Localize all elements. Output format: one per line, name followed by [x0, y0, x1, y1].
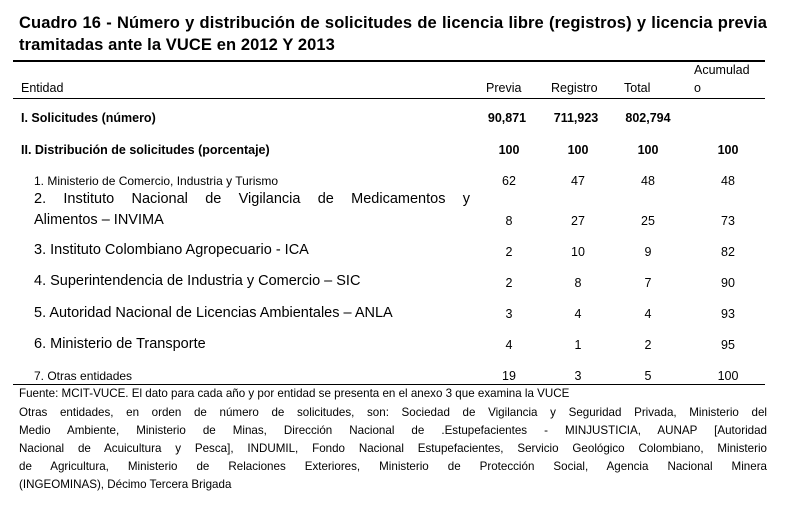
- section-2-label: II. Distribución de solicitudes (porcentaje): [21, 143, 270, 157]
- row-6-acumulado: 95: [721, 338, 735, 352]
- bottom-rule: [13, 384, 765, 385]
- row-3-label: 3. Instituto Colombiano Agropecuario - ICA: [34, 242, 309, 258]
- row-1-total: 48: [641, 174, 655, 188]
- row-3-registro: 10: [571, 245, 585, 259]
- section-2-total: 100: [637, 143, 659, 157]
- row-6-registro: 1: [574, 338, 582, 352]
- row-6-total: 2: [644, 338, 652, 352]
- header-registro: Registro: [551, 81, 598, 95]
- section-1-previa: 90,871: [487, 111, 527, 125]
- row-6-label: 6. Ministerio de Transporte: [34, 336, 206, 352]
- section-2-previa: 100: [498, 143, 520, 157]
- footnote-line-2: Medio Ambiente, Ministerio de Minas, Dirección Nacional de .Estupefacientes - MINJUSTICIA, AUNAP [Autoridad: [19, 424, 767, 437]
- row-2-label-line-2: Alimentos – INVIMA: [34, 212, 164, 228]
- section-2-registro: 100: [567, 143, 589, 157]
- row-6-previa: 4: [505, 338, 513, 352]
- row-4-total: 7: [644, 276, 652, 290]
- section-1-total: 802,794: [625, 111, 671, 125]
- footnote-line-4: de Agricultura, Ministerio de Relaciones Exteriores, Ministerio de Protección Social, Agencia Nacional Minera: [19, 460, 767, 473]
- row-7-previa: 19: [502, 369, 516, 383]
- row-2-registro: 27: [571, 214, 585, 228]
- header-acumulado-line-1: Acumulad: [694, 63, 750, 77]
- row-4-registro: 8: [574, 276, 582, 290]
- top-rule: [13, 60, 765, 62]
- row-4-acumulado: 90: [721, 276, 735, 290]
- row-1-label: 1. Ministerio de Comercio, Industria y Turismo: [34, 174, 279, 188]
- section-2-acumulado: 100: [717, 143, 739, 157]
- row-4-previa: 2: [505, 276, 513, 290]
- footnote-line-3: Nacional de Acuicultura y Pesca], INDUMIL, Fondo Nacional Estupefacientes, Servicio Geológico Colombiano, Ministerio: [19, 442, 767, 455]
- row-4-label: 4. Superintendencia de Industria y Comercio – SIC: [34, 273, 361, 289]
- row-5-registro: 4: [574, 307, 582, 321]
- row-1-acumulado: 48: [721, 174, 735, 188]
- row-7-registro: 3: [574, 369, 582, 383]
- table-title-line-2: tramitadas ante la VUCE en 2012 Y 2013: [19, 36, 335, 54]
- footnote-line-5: (INGEOMINAS), Décimo Tercera Brigada: [19, 478, 232, 491]
- row-5-previa: 3: [505, 307, 513, 321]
- section-1-label: I. Solicitudes (número): [21, 111, 156, 125]
- row-5-total: 4: [644, 307, 652, 321]
- row-5-label: 5. Autoridad Nacional de Licencias Ambientales – ANLA: [34, 305, 393, 321]
- row-7-label: 7. Otras entidades: [34, 369, 133, 383]
- row-2-total: 25: [641, 214, 655, 228]
- row-3-acumulado: 82: [721, 245, 735, 259]
- header-rule: [13, 98, 765, 99]
- row-1-registro: 47: [571, 174, 585, 188]
- header-acumulado-line-2: o: [694, 81, 701, 95]
- row-7-total: 5: [644, 369, 652, 383]
- row-3-total: 9: [644, 245, 652, 259]
- table-title-line-1: Cuadro 16 - Número y distribución de solicitudes de licencia libre (registros) y licencia previa: [19, 14, 767, 32]
- section-1-registro: 711,923: [553, 111, 599, 125]
- row-7-acumulado: 100: [717, 369, 739, 383]
- row-2-label-line-1: 2. Instituto Nacional de Vigilancia de Medicamentos y: [34, 191, 470, 207]
- header-previa: Previa: [486, 81, 522, 95]
- header-entidad: Entidad: [21, 81, 64, 95]
- footnote-line-1: Otras entidades, en orden de número de solicitudes, son: Sociedad de Vigilancia y Seguridad Privada, Ministerio del: [19, 406, 767, 419]
- row-5-acumulado: 93: [721, 307, 735, 321]
- header-total: Total: [624, 81, 651, 95]
- row-2-previa: 8: [505, 214, 513, 228]
- footnote-source: Fuente: MCIT-VUCE. El dato para cada año y por entidad se presenta en el anexo 3 que examina la VUCE: [19, 387, 570, 400]
- row-3-previa: 2: [505, 245, 513, 259]
- row-2-acumulado: 73: [721, 214, 735, 228]
- row-1-previa: 62: [502, 174, 516, 188]
